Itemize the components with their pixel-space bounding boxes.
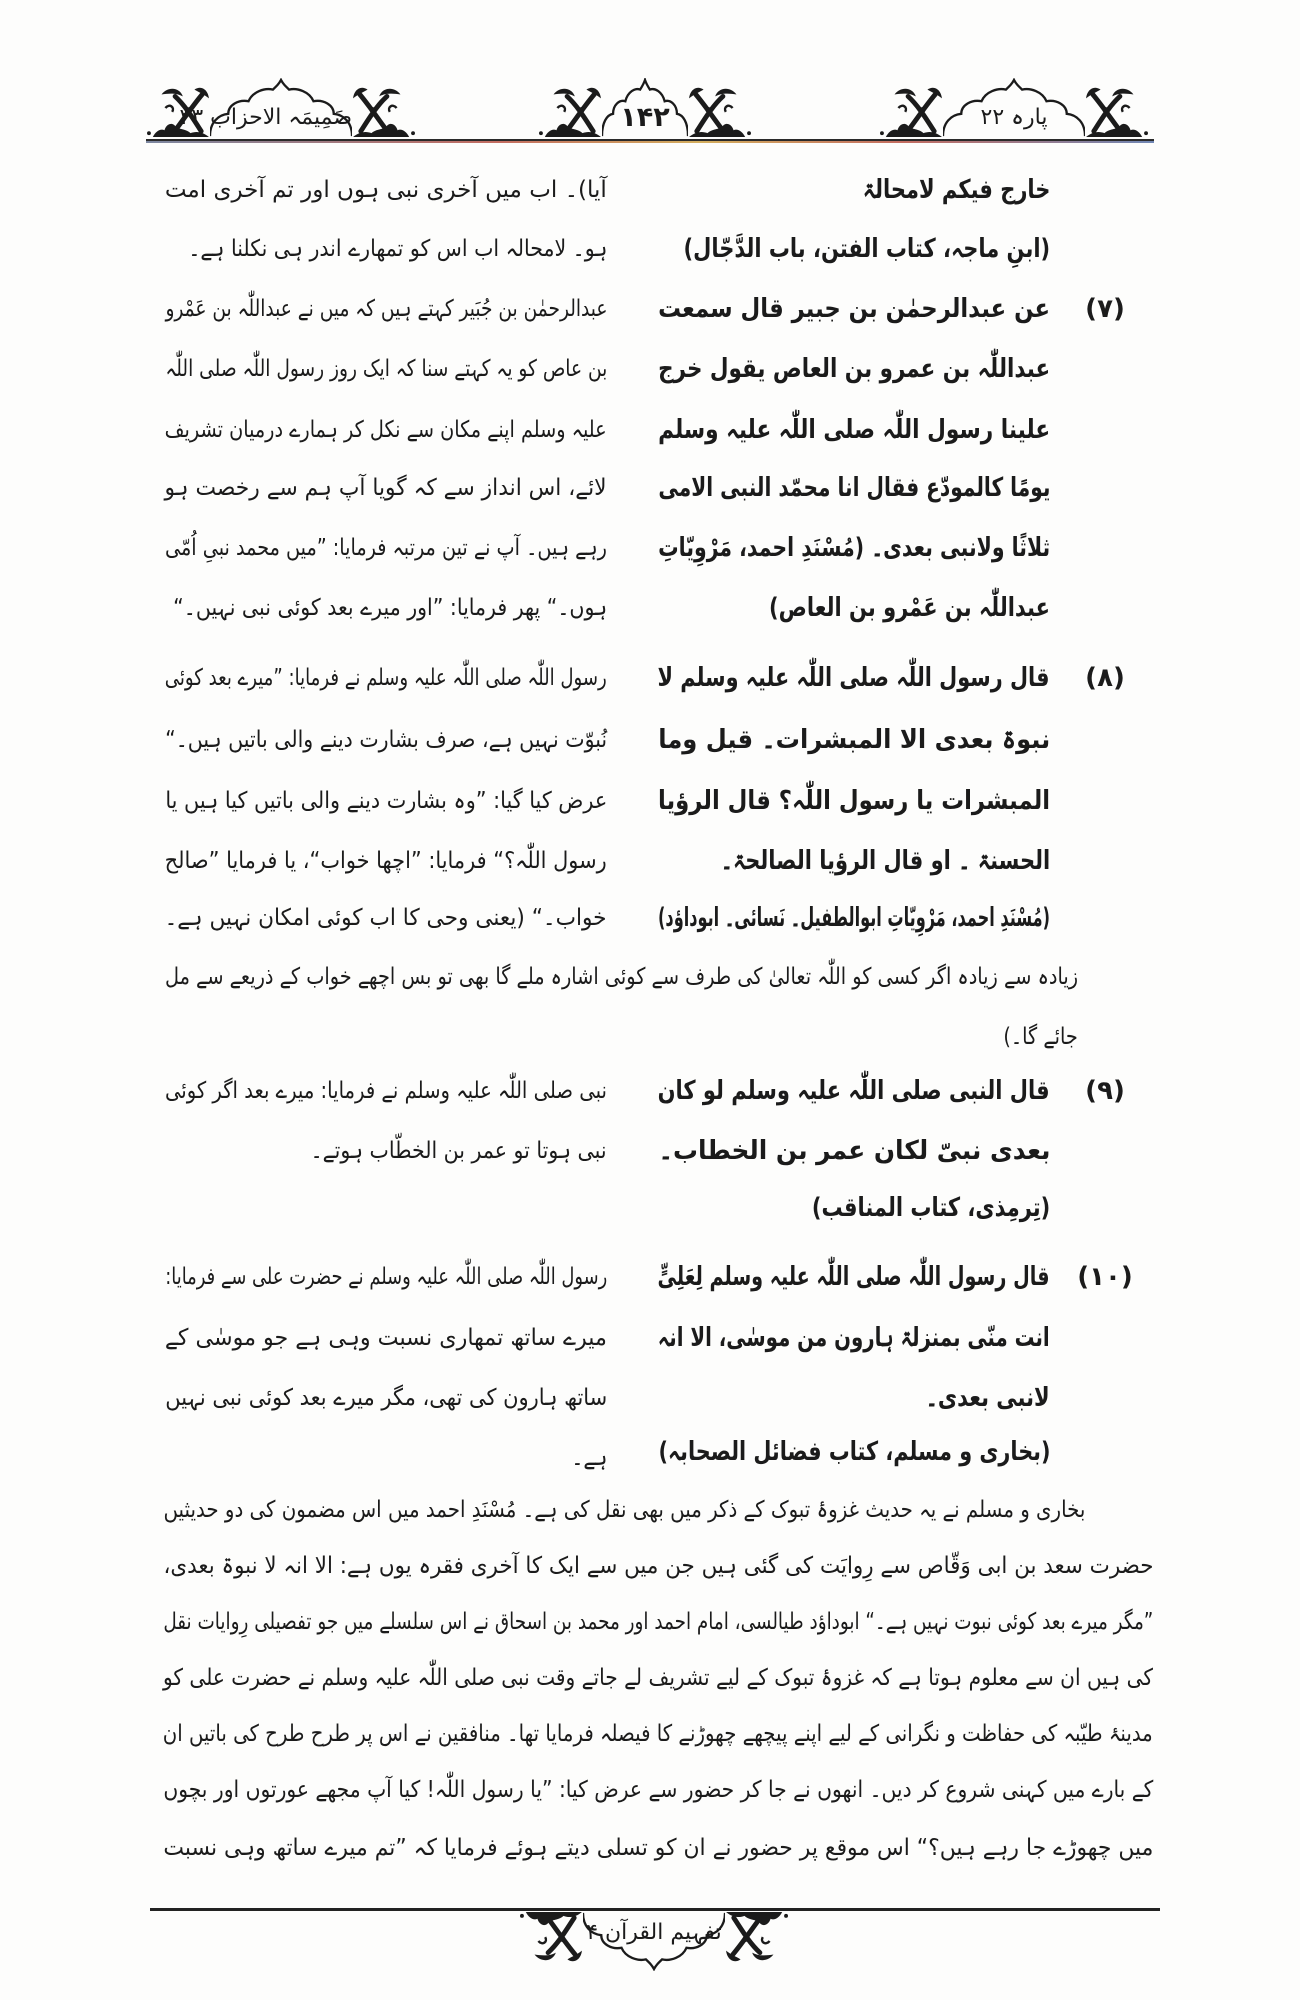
ornament-arch-icon (943, 78, 1085, 138)
commentary-line (163, 1709, 1153, 1759)
hadith-10-urdu-line (165, 1252, 607, 1302)
ornament-arch-icon (583, 1911, 725, 1971)
commentary-line (163, 1541, 1153, 1591)
hadith-7-urdu-line (165, 405, 607, 455)
hadith-8-urdu-line (165, 653, 607, 703)
hadith-8-urdu-line (165, 893, 607, 943)
hadith-8-arabic-line (658, 653, 1050, 703)
running-head-surah: ضَمِیمَہ الاحزاب ۳۳ (179, 105, 352, 130)
ornament-arch-icon (602, 78, 688, 138)
line-text: نبوۃ بعدی الا المبشرات۔ قیل وما (658, 725, 1050, 755)
hadith-8-citation (658, 893, 1050, 943)
line-text: ہے۔ (570, 1445, 607, 1471)
line-text: رسول اللّٰہ صلی اللّٰہ علیہ وسلم نے حضرت علی سے فرمایا: (165, 1264, 607, 1290)
hadith-10-arabic-line (658, 1373, 1050, 1423)
line-text: نبی ہوتا تو عمر بن الخطّاب ہوتے۔ (311, 1138, 607, 1164)
line-text: (ابنِ ماجہ، کتاب الفتن، باب الدَّجّال) (683, 234, 1050, 264)
header-rule-underline (146, 141, 1154, 143)
hadith-7-urdu-line (165, 284, 607, 334)
hadith-number (1076, 284, 1134, 334)
line-text: میرے ساتھ تمھاری نسبت وہی ہے جو موسٰی کے (165, 1325, 607, 1351)
line-text: ہو۔ لامحالہ اب اس کو تمھارے اندر ہی نکلنا ہے۔ (188, 236, 607, 262)
hadith-8-arabic-line (658, 776, 1050, 826)
hadith-8-urdu-line (165, 715, 607, 765)
hadith-number-text: (۷) (1085, 294, 1125, 324)
line-text: بخاری و مسلم نے یہ حدیث غزوۂ تبوک کے ذکر میں بھی نقل کی ہے۔ مُسْنَدِ احمد میں اس مضمون کی دو حدیثیں (163, 1497, 1085, 1523)
hadith-9-urdu-line (165, 1066, 607, 1116)
hadith-number (1076, 653, 1134, 703)
line-text: رہے ہیں۔ آپ نے تین مرتبہ فرمایا: ”میں محمد نبیِ اُمّی (164, 535, 607, 561)
commentary-line (163, 1597, 1153, 1647)
line-text: جائے گا۔) (1003, 1024, 1078, 1050)
line-text: علینا رسول اللّٰہ صلی اللّٰہ علیہ وسلم (657, 415, 1050, 445)
line-text: بن عاص کو یہ کہتے سنا کہ ایک روز رسول اللّٰہ صلی اللّٰہ (165, 356, 607, 382)
line-text: عبداللّٰہ بن عمرو بن العاص یقول خرج (657, 354, 1050, 384)
hadith-10-urdu-line (165, 1373, 607, 1423)
hadith-10-arabic-line (658, 1252, 1050, 1302)
line-text: علیہ وسلم اپنے مکان سے نکل کر ہمارے درمیان تشریف (164, 417, 607, 443)
line-text: یومًا کالمودّع فقال انا محمّد النبی الامی (658, 473, 1050, 503)
hadith-number-text: (۸) (1085, 663, 1125, 693)
hadith-10-urdu-line (165, 1313, 607, 1363)
hadith-7-arabic-line (658, 344, 1050, 394)
line-text: ساتھ ہارون کی تھی، مگر میرے بعد کوئی نبی نہیں (164, 1385, 607, 1411)
hadith-10-citation (658, 1427, 1050, 1477)
line-text: عبداللّٰہ بن عَمْرو بن العاص) (769, 593, 1050, 623)
line-text: المبشرات یا رسول اللّٰہ؟ قال الرؤیا (657, 786, 1050, 816)
hadith-number-text: (۹) (1085, 1076, 1125, 1106)
line-text: عرض کیا گیا: ”وہ بشارت دینے والی باتیں کیا ہیں یا (165, 788, 607, 814)
line-text: ثلاثًا ولانبی بعدی۔ (مُسْنَدِ احمد، مَرْوِیّاتِ (658, 533, 1050, 563)
continuation-urdu-line (165, 224, 607, 274)
line-text: نبی صلی اللّٰہ علیہ وسلم نے فرمایا: میرے بعد اگر کوئی (164, 1078, 607, 1104)
running-head-para-cartouche (878, 78, 1150, 138)
hadith-8-urdu-line (165, 776, 607, 826)
hadith-7-arabic-line (658, 405, 1050, 455)
page-number: ۱۴۲ (620, 102, 670, 133)
hadith-number-text: (۱۰) (1077, 1262, 1133, 1292)
running-head-para: پارہ ۲۲ (980, 105, 1048, 130)
line-text: (بخاری و مسلم، کتاب فضائل الصحابہ) (658, 1437, 1050, 1467)
commentary-line (163, 1823, 1153, 1873)
hadith-7-arabic-line (658, 523, 1050, 573)
continuation-citation (658, 224, 1050, 274)
ornament-flourish-icon (878, 78, 943, 138)
line-text: الحسنۃ ۔ او قال الرؤیا الصالحۃ۔ (720, 846, 1050, 876)
hadith-7-urdu-line (165, 463, 607, 513)
line-text: خواب۔“ (یعنی وحی کا اب کوئی امکان نہیں ہے۔ (164, 905, 607, 931)
line-text: لانبی بعدی۔ (925, 1383, 1050, 1413)
ornament-flourish-icon (688, 78, 753, 138)
hadith-8-explanatory-note (165, 1012, 1078, 1062)
line-text: (تِرمِذی، کتاب المناقب) (811, 1193, 1050, 1223)
footer-book-title-cartouche (518, 1911, 790, 1971)
hadith-9-arabic-line (658, 1066, 1050, 1116)
line-text: عن عبدالرحمٰن بن جبیر قال سمعت (658, 294, 1050, 324)
ornament-flourish-icon (518, 1911, 583, 1971)
page-number-cartouche (537, 78, 753, 138)
footer-book-title: تفہیم القرآن ۴ (586, 1920, 722, 1945)
line-text: ہوں۔“ پھر فرمایا: ”اور میرے بعد کوئی نبی نہیں۔“ (173, 595, 607, 621)
ornament-flourish-icon (537, 78, 602, 138)
hadith-7-arabic-line (658, 284, 1050, 334)
commentary-line (163, 1765, 1153, 1815)
line-text: قال رسول اللّٰہ صلی اللّٰہ علیہ وسلم لا (657, 663, 1050, 693)
hadith-8-explanatory-note (165, 952, 1078, 1002)
continuation-urdu-line (165, 165, 607, 215)
hadith-7-arabic-line (658, 463, 1050, 513)
line-text: آیا)۔ اب میں آخری نبی ہوں اور تم آخری امت (164, 177, 607, 203)
line-text: خارج فیکم لامحالۃ (862, 175, 1050, 205)
line-text: مدینۂ طیّبہ کی حفاظت و نگرانی کے لیے اپنے پیچھے چھوڑنے کا فیصلہ فرمایا تھا۔ منافقین نے اس پر طرح طرح کی باتیں ان (162, 1721, 1153, 1747)
line-text: کی ہیں ان سے معلوم ہوتا ہے کہ غزوۂ تبوک کے لیے تشریف لے جاتے وقت نبی صلی اللّٰہ علیہ وسلم نے حضرت علی کو (163, 1665, 1153, 1691)
hadith-7-urdu-line (165, 344, 607, 394)
line-text: بعدی نبیّ لکان عمر بن الخطاب۔ (658, 1136, 1050, 1166)
line-text: نُبوّت نہیں ہے، صرف بشارت دینے والی باتیں ہیں۔“ (164, 727, 607, 753)
line-text: قال رسول اللّٰہ صلی اللّٰہ علیہ وسلم لِعَلِیٍّ (658, 1262, 1050, 1292)
hadith-number (1076, 1252, 1134, 1302)
hadith-7-citation (658, 583, 1050, 633)
hadith-7-urdu-line (165, 523, 607, 573)
line-text: انت منّی بمنزلۃ ہارون من موسٰی، الا انہ (658, 1323, 1050, 1353)
hadith-9-citation (658, 1183, 1050, 1233)
line-text: رسول اللّٰہ صلی اللّٰہ علیہ وسلم نے فرمایا: ”میرے بعد کوئی (164, 665, 607, 691)
hadith-10-arabic-line (658, 1313, 1050, 1363)
line-text: حضرت سعد بن ابی وَقّاص سے رِوایَت کی گئی ہیں جن میں سے ایک کا آخری فقرہ یوں ہے: الا انہ لا نبوۃ بعدی، (162, 1553, 1153, 1579)
ornament-flourish-icon (725, 1911, 790, 1971)
commentary-line (163, 1653, 1153, 1703)
line-text: ”مگر میرے بعد کوئی نبوت نہیں ہے۔“ ابوداؤد طیالسی، امام احمد اور محمد بن اسحاق نے اس سلسلے میں جو تفصیلی رِوایات نقل (163, 1609, 1153, 1635)
line-text: لائے، اس انداز سے کہ گویا آپ ہم سے رخصت ہو (164, 475, 607, 501)
line-text: قال النبی صلی اللّٰہ علیہ وسلم لو کان (657, 1076, 1050, 1106)
ornament-arch-icon (179, 78, 352, 138)
ornament-flourish-icon (352, 78, 417, 138)
running-head-surah-cartouche (145, 78, 417, 138)
line-text: عبدالرحمٰن بن جُبَیر کہتے ہیں کہ میں نے عبداللّٰہ بن عَمْرو (164, 296, 607, 322)
hadith-10-urdu-line (165, 1433, 607, 1483)
line-text: (مُسْنَدِ احمد، مَرْوِیّاتِ ابوالطفیل۔ نَسائی۔ ابوداؤد) (658, 903, 1050, 933)
continuation-arabic-line (658, 165, 1050, 215)
line-text: رسول اللّٰہ؟“ فرمایا: ”اچھا خواب“، یا فرمایا ”صالح (164, 848, 607, 874)
hadith-7-urdu-line (165, 583, 607, 633)
line-text: میں چھوڑے جا رہے ہیں؟“ اس موقع پر حضور نے ان کو تسلی دیتے ہوئے فرمایا کہ ”تم میرے ساتھ وہی نسبت (162, 1835, 1153, 1861)
line-text: کے بارے میں کہنی شروع کر دیں۔ انھوں نے جا کر حضور سے عرض کیا: ”یا رسول اللّٰہ! کیا آپ مجھے عورتوں اور بچوں (162, 1777, 1153, 1803)
ornament-flourish-icon (1085, 78, 1150, 138)
line-text: زیادہ سے زیادہ اگر کسی کو اللّٰہ تعالیٰ کی طرف سے کوئی اشارہ ملے گا بھی تو بس اچھے خواب کے ذریعے سے مل (164, 964, 1078, 990)
hadith-8-urdu-line (165, 836, 607, 886)
hadith-8-arabic-line (658, 836, 1050, 886)
hadith-9-arabic-line (658, 1126, 1050, 1176)
hadith-8-arabic-line (658, 715, 1050, 765)
hadith-number (1076, 1066, 1134, 1116)
commentary-line (163, 1485, 1085, 1535)
hadith-9-urdu-line (165, 1126, 607, 1176)
